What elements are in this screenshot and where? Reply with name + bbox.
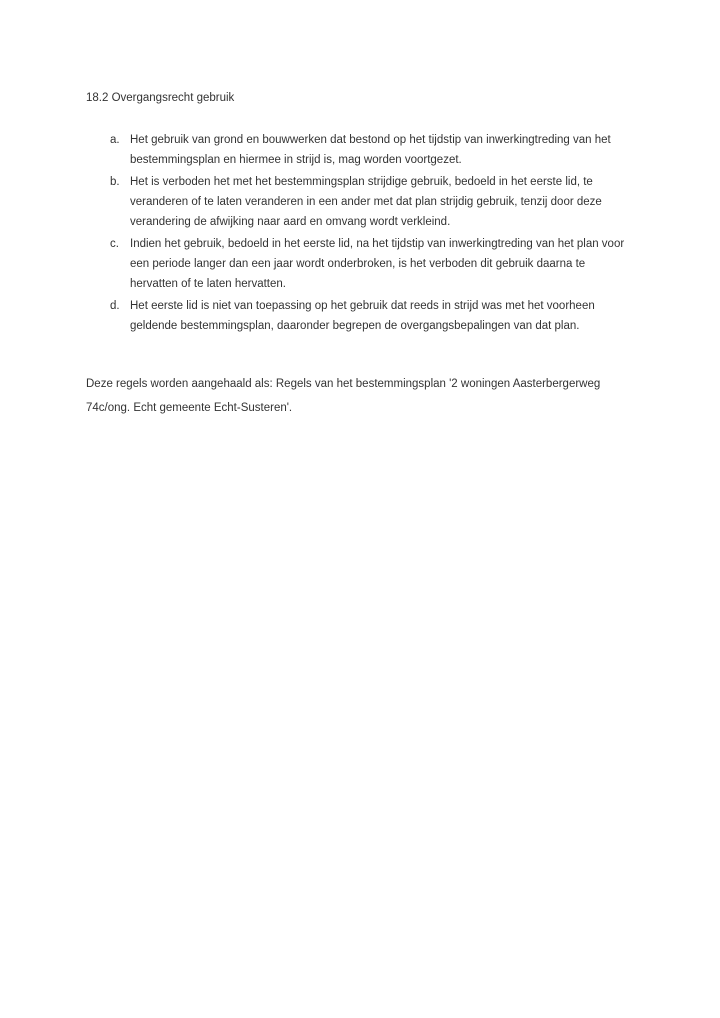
list-item-text: Het eerste lid is niet van toepassing op het gebruik dat reeds in strijd was met het voorheen geldende bestemmingsplan, daaronder begrepen de overgangsbepalingen van dat plan. [130, 300, 595, 332]
list-item-marker: d. [110, 300, 120, 312]
list-item [110, 172, 634, 232]
document-content [0, 0, 720, 420]
clause-list [86, 130, 634, 336]
section-heading: 18.2 Overgangsrecht gebruik [86, 92, 235, 104]
list-item-marker: b. [110, 176, 120, 188]
list-item-text: Het gebruik van grond en bouwwerken dat bestond op het tijdstip van inwerkingtreding van het bestemmingsplan en hiermee in strijd is, mag worden voortgezet. [130, 134, 611, 166]
list-item [110, 234, 634, 294]
list-item-marker: a. [110, 134, 120, 146]
list-item-text: Het is verboden het met het bestemmingsplan strijdige gebruik, bedoeld in het eerste lid, te veranderen of te laten veranderen in een ander met dat plan strijdig gebruik, tenzij door deze verandering de afwijking naar aard en omvang wordt verkleind. [130, 176, 602, 228]
citation-paragraph: Deze regels worden aangehaald als: Regels van het bestemmingsplan '2 woningen Aasterbergerweg 74c/ong. Echt gemeente Echt-Susteren'. [86, 378, 601, 414]
list-item [110, 130, 634, 170]
list-item-marker: c. [110, 238, 119, 250]
list-item [110, 296, 634, 336]
list-item-text: Indien het gebruik, bedoeld in het eerste lid, na het tijdstip van inwerkingtreding van het plan voor een periode langer dan een jaar wordt onderbroken, is het verboden dit gebruik daarna te hervatten of te laten hervatten. [130, 238, 625, 290]
